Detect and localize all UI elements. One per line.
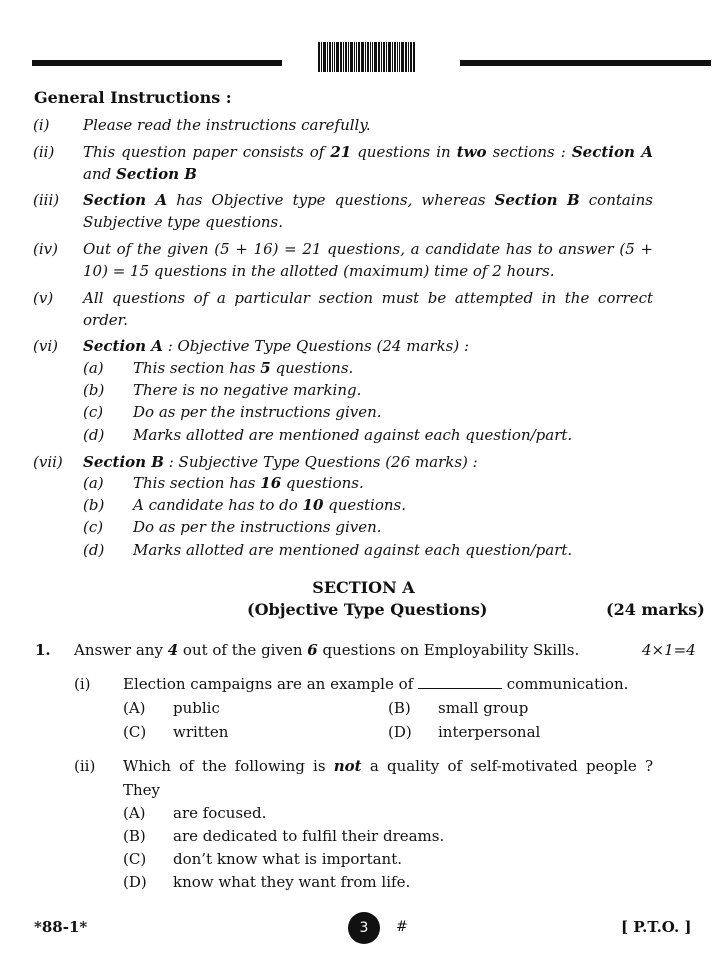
sub-instruction-text: Do as per the instructions given. xyxy=(133,518,382,536)
option-label: (C) xyxy=(123,723,147,741)
instruction-number: (v) xyxy=(33,289,54,307)
option-text: are dedicated to fulfil their dreams. xyxy=(173,827,445,845)
sub-instruction-text: Do as per the instructions given. xyxy=(133,403,382,421)
option-text: interpersonal xyxy=(438,723,541,741)
sub-instruction-text: Marks allotted are mentioned against each question/part. xyxy=(133,426,573,444)
instruction-text: This question paper consists of 21 questions in two sections : Section A and Section B xyxy=(83,143,653,183)
question-marks: 4×1=4 xyxy=(642,641,696,659)
header-rule-right xyxy=(460,60,711,66)
instruction-number: (vii) xyxy=(33,453,63,471)
instruction-number: (vi) xyxy=(33,337,58,355)
option-text: written xyxy=(173,723,229,741)
instruction-number: (i) xyxy=(33,116,50,134)
barcode xyxy=(318,42,436,72)
option-label: (B) xyxy=(388,699,411,717)
section-title: SECTION A xyxy=(312,578,415,597)
sub-instruction-text: A candidate has to do 10 questions. xyxy=(133,496,406,514)
option-label: (A) xyxy=(123,804,146,822)
sub-instruction-text: Marks allotted are mentioned against each question/part. xyxy=(133,541,573,559)
instruction-text: Out of the given (5 + 16) = 21 questions, a candidate has to answer (5 + 10) = 15 questions in the allotted (maximum) time of 2 hours. xyxy=(83,240,653,280)
sub-instruction-label: (c) xyxy=(83,403,104,421)
sub-instruction-label: (d) xyxy=(83,426,105,444)
sub-instruction-label: (a) xyxy=(83,359,104,377)
subquestion-text: Which of the following is not a quality of self-motivated people ? xyxy=(123,757,654,775)
sub-instruction-label: (d) xyxy=(83,541,105,559)
page-number: 3 xyxy=(348,912,380,944)
question-number: 1. xyxy=(35,641,51,659)
header-rule-left xyxy=(32,60,282,66)
subquestion-text-line2: They xyxy=(123,781,161,799)
pto-label: [ P.T.O. ] xyxy=(621,918,692,936)
sub-instruction-label: (c) xyxy=(83,518,104,536)
section-marks: (24 marks) xyxy=(606,600,705,619)
subquestion-number: (i) xyxy=(74,675,91,693)
instruction-text: All questions of a particular section must be attempted in the correct order. xyxy=(83,289,653,329)
option-text: small group xyxy=(438,699,529,717)
answer-blank xyxy=(418,676,502,689)
section-subtitle: (Objective Type Questions) xyxy=(247,600,488,619)
option-label: (D) xyxy=(123,873,147,891)
instruction-text: Please read the instructions carefully. xyxy=(83,116,371,134)
sub-instruction-text: This section has 5 questions. xyxy=(133,359,354,377)
option-label: (B) xyxy=(123,827,146,845)
instruction-text: Section B : Subjective Type Questions (26 marks) : xyxy=(83,453,478,471)
general-instructions-title: General Instructions : xyxy=(34,88,232,107)
option-label: (D) xyxy=(388,723,412,741)
sub-instruction-label: (b) xyxy=(83,381,105,399)
instruction-text: Section A has Objective type questions, whereas Section B contains Subjective type questions. xyxy=(83,191,653,231)
question-text: Answer any 4 out of the given 6 questions on Employability Skills. xyxy=(74,641,580,659)
sub-instruction-label: (b) xyxy=(83,496,105,514)
instruction-number: (iii) xyxy=(33,191,60,209)
hash-mark: # xyxy=(396,919,408,935)
option-text: public xyxy=(173,699,220,717)
paper-code: *88-1* xyxy=(34,918,88,936)
instruction-number: (iv) xyxy=(33,240,58,258)
option-label: (A) xyxy=(123,699,146,717)
instruction-text: Section A : Objective Type Questions (24 marks) : xyxy=(83,337,470,355)
sub-instruction-text: This section has 16 questions. xyxy=(133,474,364,492)
option-text: know what they want from life. xyxy=(173,873,411,891)
instruction-number: (ii) xyxy=(33,143,55,161)
sub-instruction-text: There is no negative marking. xyxy=(133,381,362,399)
subquestion-text: Election campaigns are an example of communication. xyxy=(123,675,629,693)
option-label: (C) xyxy=(123,850,147,868)
sub-instruction-label: (a) xyxy=(83,474,104,492)
option-text: are focused. xyxy=(173,804,267,822)
subquestion-number: (ii) xyxy=(74,757,96,775)
option-text: don’t know what is important. xyxy=(173,850,402,868)
